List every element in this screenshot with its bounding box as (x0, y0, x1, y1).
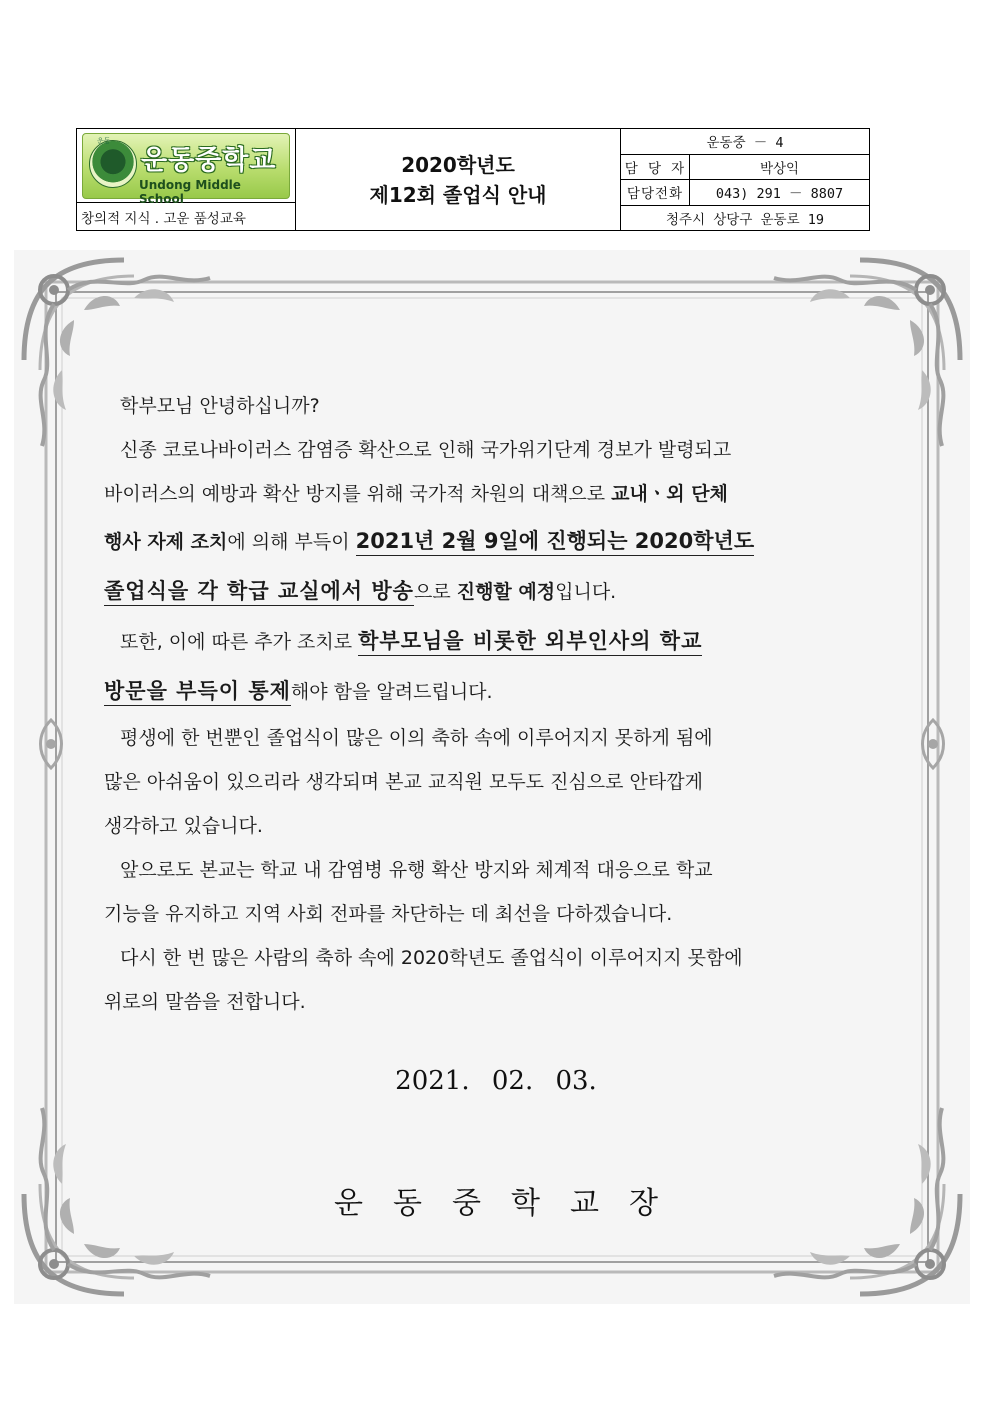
paragraph-1 (104, 428, 864, 616)
document-title (296, 129, 621, 230)
letter-body (104, 384, 864, 1024)
logo-name-korean: 운동중학교 (141, 144, 277, 176)
highlighted-text: 졸업식을 각 학급 교실에서 방송 (104, 579, 414, 606)
info-row-manager (621, 155, 869, 181)
title-line-2: 제12회 졸업식 안내 (369, 182, 547, 207)
highlighted-text: 학부모님을 비롯한 외부인사의 학교 (358, 629, 702, 656)
logo-name-english: Undong Middle School (139, 177, 241, 206)
highlighted-text: 2021년 2월 9일에 진행되는 2020학년도 (356, 529, 755, 556)
logo-cell (77, 129, 296, 230)
info-row-address (621, 206, 869, 231)
school-logo (82, 133, 290, 206)
paragraph-5-line-1: 다시 한 번 많은 사람의 축하 속에 2020학년도 졸업식이 이루어지지 못함에 (120, 947, 743, 969)
text-span: 으로 (413, 581, 457, 603)
phone-number: 043) 291 － 8807 (715, 186, 844, 203)
paragraph-5 (104, 936, 864, 1024)
bold-text: 행사 자제 조치 (104, 531, 228, 553)
paragraph-1-line-4 (104, 566, 864, 616)
text-span: 또한, 이에 따른 추가 조치로 (120, 631, 359, 653)
text-span: 에 의해 부득이 (227, 531, 356, 553)
document-header (76, 128, 870, 231)
text-span: 입니다. (555, 581, 617, 603)
paragraph-4-line-1: 앞으로도 본교는 학교 내 감염병 유행 확산 방지와 체계적 대응으로 학교 (120, 859, 713, 881)
paragraph-5-line-2: 위로의 말씀을 전합니다. (104, 991, 306, 1013)
phone-label: 담당전화 (621, 180, 690, 205)
paragraph-4-line-2: 기능을 유지하고 지역 사회 전파를 차단하는 데 최선을 다하겠습니다. (104, 903, 673, 925)
signer: 운동중학교장 (334, 1186, 688, 1221)
paragraph-4 (104, 848, 864, 936)
manager-name: 박상익 (759, 160, 800, 177)
bold-text: 진행할 예정 (456, 581, 556, 603)
paragraph-2-line-1 (104, 616, 864, 666)
school-emblem-icon (89, 140, 137, 188)
paragraph-3-line-1: 평생에 한 번뿐인 졸업식이 많은 이의 축하 속에 이루어지지 못하게 됨에 (120, 727, 713, 749)
info-row-phone (621, 180, 869, 206)
paragraph-3-line-2: 많은 아쉬움이 있으리라 생각되며 본교 교직원 모두도 진심으로 안타깝게 (104, 771, 703, 793)
text-span: 해야 함을 알려드립니다. (290, 681, 493, 703)
paragraph-2-line-2 (104, 666, 864, 716)
paragraph-3-line-3: 생각하고 있습니다. (104, 815, 263, 837)
paragraph-1-line-1: 신종 코로나바이러스 감염증 확산으로 인해 국가위기단계 경보가 발령되고 (120, 439, 732, 461)
bold-text: 교내ㆍ외 단체 (611, 483, 728, 505)
school-address: 청주시 상당구 운동로 19 (665, 211, 824, 228)
paragraph-1-line-2 (104, 472, 864, 516)
text-span: 바이러스의 예방과 확산 방지를 위해 국가적 차원의 대책으로 (104, 483, 612, 505)
greeting: 학부모님 안녕하십니까? (120, 395, 320, 417)
paragraph-3 (104, 716, 864, 848)
letter-date: 2021. 02. 03. (395, 1066, 597, 1096)
paragraph-1-line-3 (104, 516, 864, 566)
manager-label: 담 당 자 (621, 155, 690, 180)
info-table (621, 129, 869, 230)
paragraph-2 (104, 616, 864, 716)
doc-number: 운동중 － 4 (706, 135, 784, 152)
emblem-text: 운동 (97, 136, 111, 145)
highlighted-text: 방문을 부득이 통제 (104, 679, 291, 706)
title-line-1: 2020학년도 (401, 152, 515, 177)
info-row-doc-no (621, 129, 869, 155)
school-motto: 창의적 지식 . 고운 품성교육 (77, 202, 295, 230)
logo-box (77, 129, 295, 206)
